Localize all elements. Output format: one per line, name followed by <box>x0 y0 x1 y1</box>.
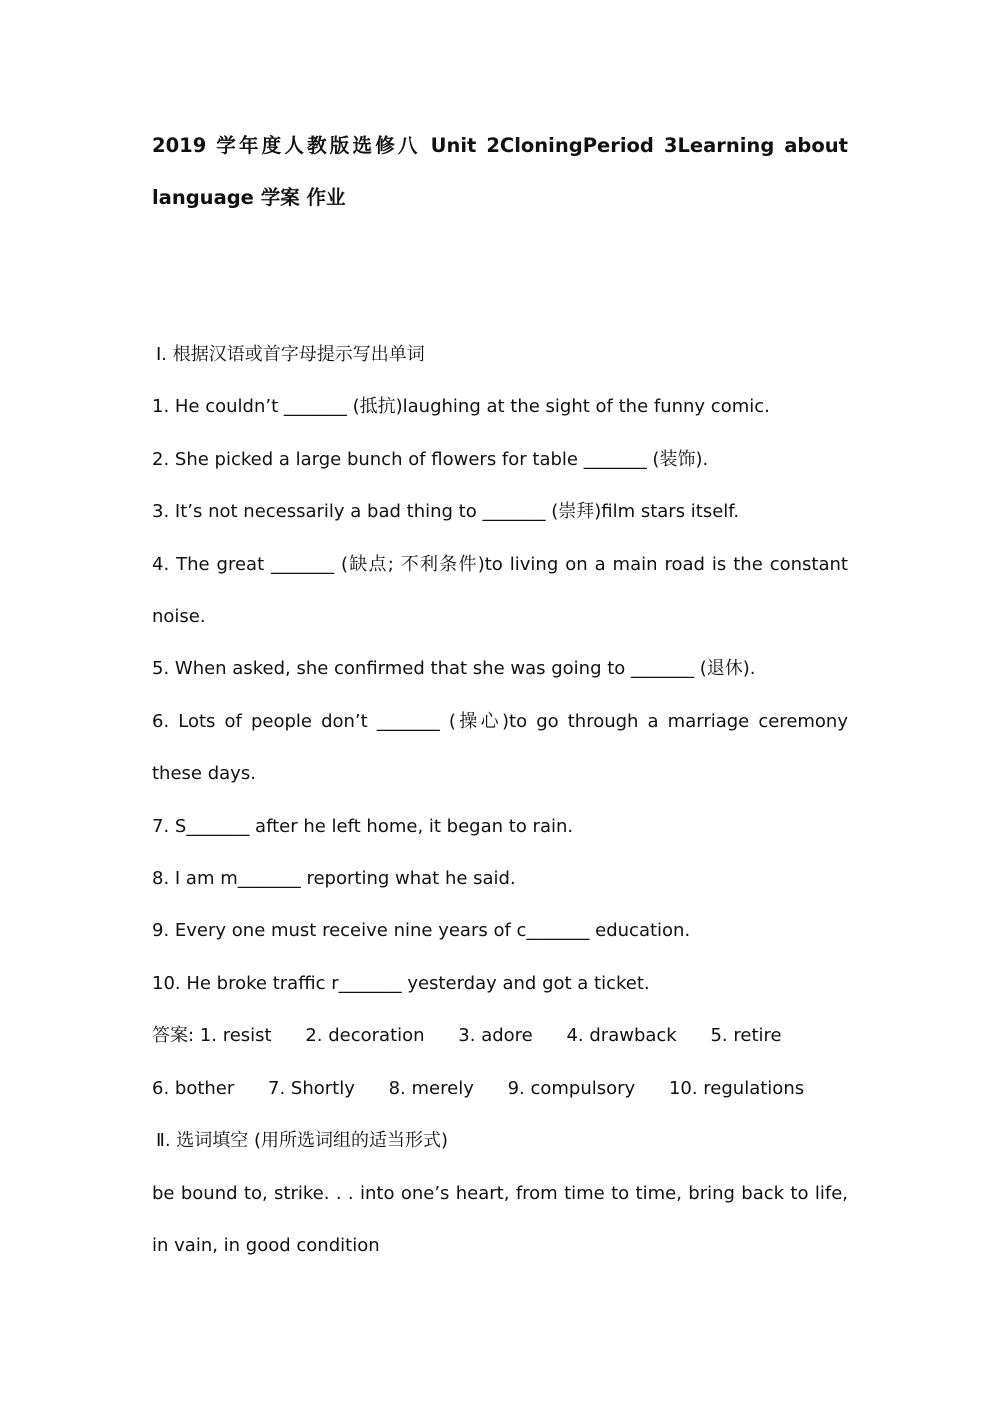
exercise-item-10: 10. He broke traffic r_______ yesterday and got a ticket. <box>152 972 650 994</box>
answer-item: 3. adore <box>458 1025 533 1047</box>
exercise-item-3: 3. It’s not necessarily a bad thing to _______ (崇拜)film stars itself. <box>152 501 740 523</box>
answer-item: 2. decoration <box>305 1025 425 1047</box>
answer-item: 10. regulations <box>668 1077 805 1099</box>
document-page <box>152 120 848 1272</box>
answer-item: 4. drawback <box>566 1025 677 1047</box>
answer-item: 1. resist <box>199 1025 272 1047</box>
answer-key-row-1 <box>152 1010 848 1062</box>
exercise-item-4: 4. The great _______ (缺点; 不利条件)to living on a main road is the constant noise. <box>152 553 848 628</box>
exercise-item-5: 5. When asked, she confirmed that she was going to _______ (退休). <box>152 658 756 680</box>
section-1-heading: Ⅰ. 根据汉语或首字母提示写出单词 <box>156 344 425 365</box>
answer-item: 8. merely <box>388 1077 474 1099</box>
exercise-item-1: 1. He couldn’t _______ (抵抗)laughing at the sight of the funny comic. <box>152 396 770 418</box>
answer-item: 7. Shortly <box>268 1077 355 1099</box>
answer-label: 答案: <box>152 1025 195 1047</box>
section-2-heading: Ⅱ. 选词填空 (用所选词组的适当形式) <box>156 1130 449 1152</box>
phrase-bank: be bound to, strike. . . into one’s heart, from time to time, bring back to life, in vain, in good condition <box>152 1182 848 1256</box>
exercise-item-7: 7. S_______ after he left home, it began to rain. <box>152 815 574 837</box>
exercise-item-9: 9. Every one must receive nine years of c_______ education. <box>152 920 691 942</box>
exercise-item-8: 8. I am m_______ reporting what he said. <box>152 868 516 890</box>
exercise-item-2: 2. She picked a large bunch of flowers for table _______ (装饰). <box>152 448 709 470</box>
answer-item: 9. compulsory <box>507 1077 636 1099</box>
answer-item: 6. bother <box>152 1077 235 1099</box>
exercise-item-6: 6. Lots of people don’t _______ (操心)to go through a marriage ceremony these days. <box>152 710 848 785</box>
document-title: 2019 学年度人教版选修八 Unit 2CloningPeriod 3Learning about language 学案 作业 <box>152 134 848 209</box>
spacer <box>152 224 848 329</box>
answer-item: 5. retire <box>710 1025 782 1047</box>
answer-key-row-2 <box>152 1063 848 1115</box>
